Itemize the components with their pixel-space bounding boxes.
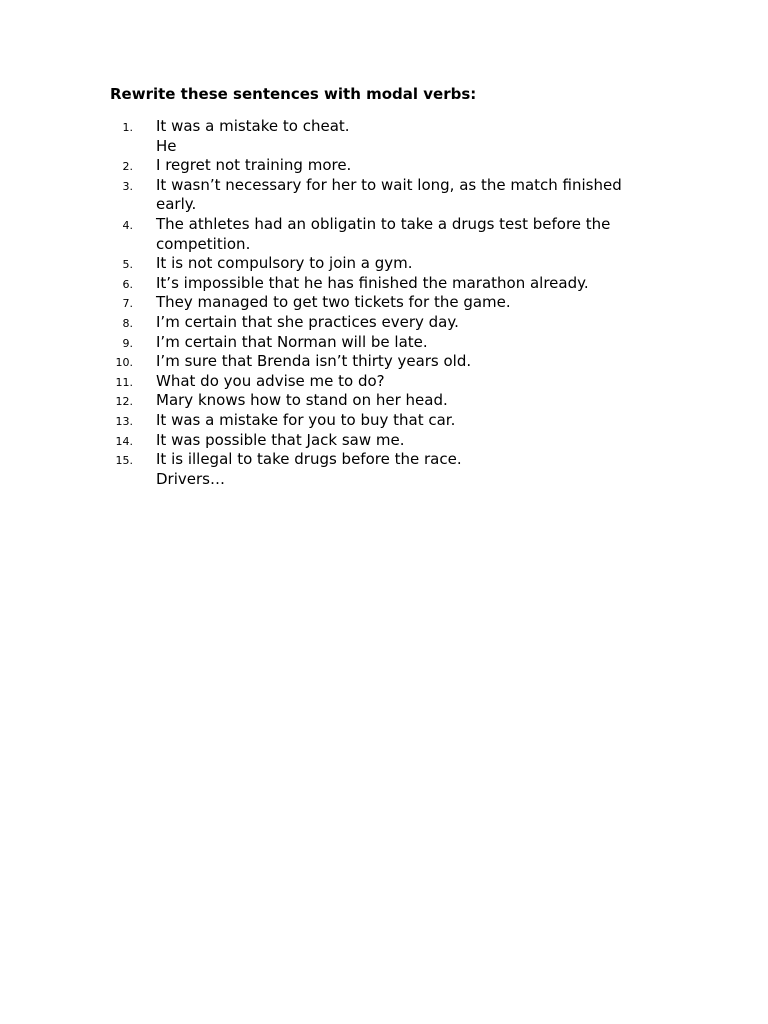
item-text: It is not compulsory to join a gym. <box>156 254 413 273</box>
list-item <box>0 313 768 333</box>
item-text: It was a mistake for you to buy that car. <box>156 410 456 429</box>
item-answer-prompt: He <box>156 136 177 155</box>
item-number: 6. <box>122 277 133 291</box>
item-text: What do you advise me to do? <box>156 371 385 390</box>
item-answer-prompt: Drivers… <box>156 469 225 488</box>
item-text: It was possible that Jack saw me. <box>156 430 405 449</box>
item-number: 13. <box>115 414 133 428</box>
item-number: 15. <box>115 454 133 468</box>
list-item <box>0 431 768 451</box>
page-title: Rewrite these sentences with modal verbs: <box>110 85 477 103</box>
item-number: 14. <box>115 434 133 448</box>
list-item <box>0 333 768 353</box>
item-number: 4. <box>122 218 133 232</box>
item-sentence: It was a mistake to cheat. <box>156 117 350 135</box>
item-text: It wasn’t necessary for her to wait long, as the match finished early. <box>156 175 622 214</box>
item-text <box>156 450 646 489</box>
item-sentence: It is illegal to take drugs before the race. <box>156 450 462 469</box>
list-item <box>0 215 768 254</box>
item-number: 11. <box>115 375 133 389</box>
list-item <box>0 274 768 294</box>
item-number: 2. <box>122 160 133 174</box>
item-text: They managed to get two tickets for the game. <box>156 293 511 312</box>
item-number: 1. <box>122 121 133 134</box>
list-item <box>0 450 768 489</box>
list-item <box>0 254 768 274</box>
item-text: The athletes had an obligatin to take a drugs test before the competition. <box>156 214 611 253</box>
item-text: I’m certain that she practices every day. <box>156 312 459 331</box>
item-text: It’s impossible that he has finished the marathon already. <box>156 273 589 292</box>
item-number: 9. <box>122 336 133 350</box>
list-item <box>0 176 768 215</box>
list-item <box>0 352 768 372</box>
item-text <box>156 117 646 156</box>
item-number: 12. <box>115 395 133 409</box>
item-number: 5. <box>122 258 133 272</box>
list-item <box>0 391 768 411</box>
list-item <box>0 372 768 392</box>
list-item <box>0 117 768 156</box>
exercise-list <box>0 117 768 489</box>
item-text: I regret not training more. <box>156 156 352 175</box>
list-item <box>0 293 768 313</box>
item-number: 7. <box>122 297 133 311</box>
item-number: 10. <box>115 356 133 370</box>
list-item <box>0 156 768 176</box>
item-number: 8. <box>122 316 133 330</box>
list-item <box>0 411 768 431</box>
item-text: I’m sure that Brenda isn’t thirty years old. <box>156 352 472 371</box>
item-text: Mary knows how to stand on her head. <box>156 391 448 410</box>
item-number: 3. <box>122 179 133 193</box>
item-text: I’m certain that Norman will be late. <box>156 332 428 351</box>
